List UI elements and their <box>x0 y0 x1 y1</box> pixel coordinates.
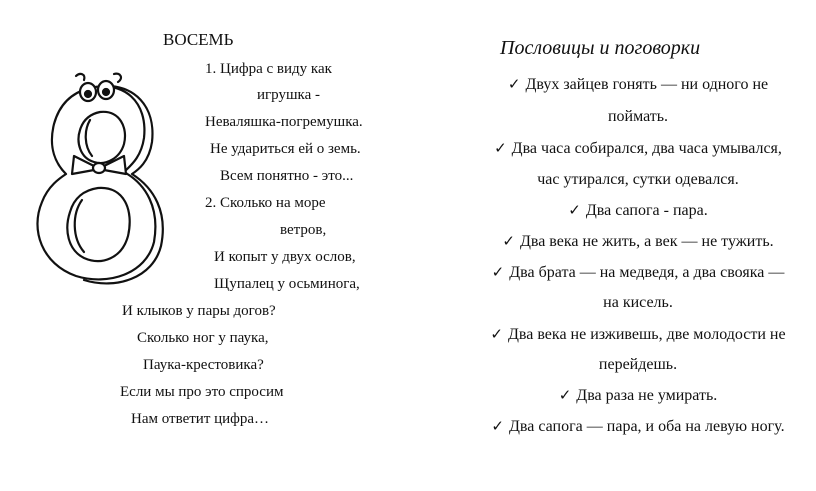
proverb-text: Двух зайцев гонять — ни одного не <box>525 76 769 93</box>
proverb-text: Два века не жить, а век — не тужить. <box>519 233 774 250</box>
poem-line: Неваляшка-погремушка. <box>205 114 363 130</box>
proverb-text: Два сапога — пара, и оба на левую ногу. <box>509 418 785 435</box>
proverb-text: Два раза не умирать. <box>576 387 718 404</box>
proverb-line <box>470 324 806 345</box>
proverb-line <box>470 262 806 283</box>
poem-line: ветров, <box>280 222 327 238</box>
checkmark-icon: ✓ <box>491 263 505 281</box>
poem-line: Всем понятно - это... <box>220 168 354 184</box>
proverb-line <box>470 231 806 252</box>
proverb-text: перейдешь. <box>598 356 678 373</box>
poem-line: 2. Сколько на море <box>205 195 326 211</box>
proverb-line <box>470 170 806 190</box>
proverb-line <box>470 385 806 406</box>
proverb-line <box>470 74 806 95</box>
checkmark-icon: ✓ <box>494 139 507 157</box>
poem-line: Если мы про это спросим <box>120 384 284 400</box>
checkmark-icon: ✓ <box>507 75 521 93</box>
proverb-line <box>470 416 806 437</box>
proverb-line <box>470 138 806 159</box>
poem-line: Сколько ног у паука, <box>137 330 269 346</box>
proverb-text: Два часа собирался, два часа умывался, <box>511 140 782 157</box>
proverb-line <box>470 355 806 375</box>
poem-line: Не удариться ей о земь. <box>210 141 361 157</box>
proverb-text: Два сапога - пара. <box>585 202 708 219</box>
poem-line: И копыт у двух ослов, <box>214 249 356 265</box>
proverb-line <box>470 200 806 221</box>
checkmark-icon: ✓ <box>568 201 581 219</box>
checkmark-icon: ✓ <box>558 386 572 404</box>
poem-line: Щупалец у осьминога, <box>214 276 360 292</box>
poem-line: Нам ответит цифра… <box>131 411 270 427</box>
proverb-text: Два века не изживешь, две молодости не <box>507 326 786 343</box>
proverb-line <box>470 107 806 127</box>
proverb-text: поймать. <box>607 108 669 125</box>
proverb-text: на кисель. <box>603 294 673 311</box>
checkmark-icon: ✓ <box>490 325 503 343</box>
checkmark-icon: ✓ <box>502 232 515 250</box>
proverb-text: час утирался, сутки одевался. <box>537 171 739 188</box>
proverb-text: Два брата — на медведя, а два свояка — <box>509 264 785 281</box>
poem-line: И клыков у пары догов? <box>122 303 276 319</box>
poem-line: Паука-крестовика? <box>143 357 264 373</box>
poem-title: ВОСЕМЬ <box>163 30 234 49</box>
checkmark-icon: ✓ <box>491 417 504 435</box>
poem-line: игрушка - <box>257 87 320 103</box>
poem-line: 1. Цифра с виду как <box>205 61 332 77</box>
proverbs-heading: Пословицы и поговорки <box>500 37 701 59</box>
cartoon-number-eight-icon <box>28 58 178 288</box>
proverb-line <box>470 293 806 313</box>
